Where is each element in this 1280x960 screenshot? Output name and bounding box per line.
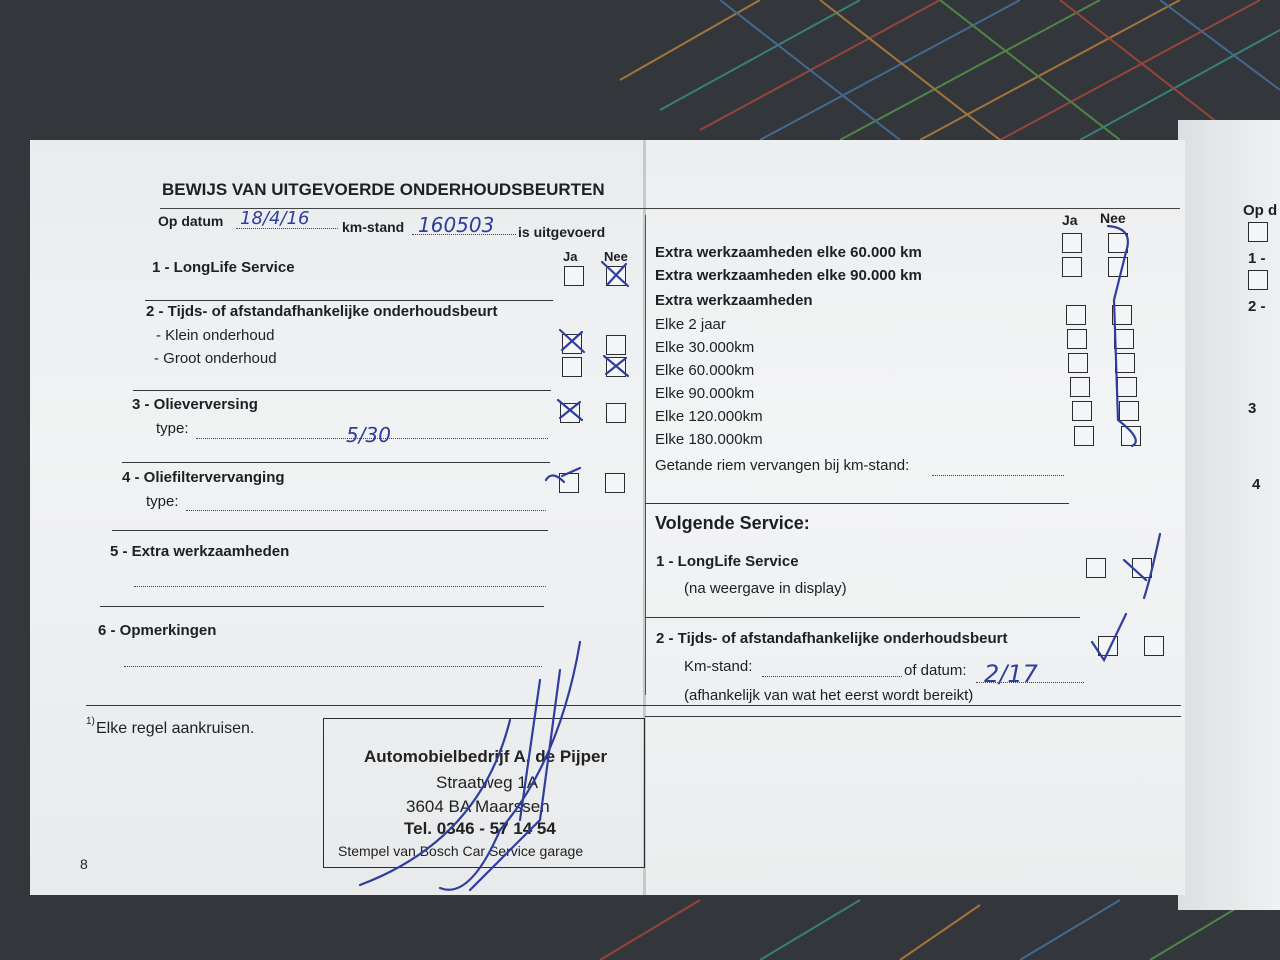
volgende-service-heading: Volgende Service: xyxy=(655,513,810,533)
opmerkingen-line xyxy=(124,666,542,667)
nee-checkbox xyxy=(605,473,625,493)
ja-checkbox xyxy=(1070,377,1090,397)
nee-checkbox xyxy=(1115,353,1135,373)
interval-label: Elke 60.000km xyxy=(655,362,755,379)
next-km-line xyxy=(762,676,902,677)
interval-label: Elke 90.000km xyxy=(655,385,755,402)
nee-checkbox xyxy=(1112,305,1132,325)
nee-checkbox xyxy=(1117,377,1137,397)
nee-checkbox xyxy=(606,266,626,286)
footnote-text: Elke regel aankruisen. xyxy=(96,720,255,737)
nee-checkbox xyxy=(606,335,626,355)
ja-checkbox xyxy=(564,266,584,286)
divider xyxy=(122,462,550,463)
page-number: 8 xyxy=(80,856,88,872)
next-date-line xyxy=(976,682,1084,683)
ja-checkbox xyxy=(1098,636,1118,656)
garage-stamp-box xyxy=(323,718,645,868)
stamp-line: Tel. 0346 - 57 14 54 xyxy=(404,819,556,838)
nee-checkbox xyxy=(1121,426,1141,446)
nee-checkbox xyxy=(1108,257,1128,277)
footnote-mark: 1) xyxy=(86,716,95,727)
tijds-label: 2 - Tijds- of afstandafhankelijke onderhoudsbeurt xyxy=(146,303,498,320)
nee-checkbox xyxy=(1108,233,1128,253)
riem-line xyxy=(932,475,1064,476)
next-page-text: 1 - xyxy=(1248,250,1266,267)
nee-checkbox xyxy=(1119,401,1139,421)
divider xyxy=(112,530,548,531)
next-page-text: Op d xyxy=(1243,202,1278,219)
title-underline xyxy=(160,208,1180,209)
ja-checkbox xyxy=(1062,257,1082,277)
divider xyxy=(100,606,544,607)
nee-checkbox xyxy=(1144,636,1164,656)
km-stand-label: km-stand xyxy=(342,219,405,235)
ja-checkbox xyxy=(1066,305,1086,325)
groot-onderhoud-label: - Groot onderhoud xyxy=(154,350,277,367)
ja-checkbox xyxy=(1074,426,1094,446)
next-tijds-sub: (afhankelijk van wat het eerst wordt bereikt) xyxy=(684,687,974,704)
interval-label: Elke 30.000km xyxy=(655,339,755,356)
ja-checkbox xyxy=(560,403,580,423)
next-page-text: 2 - xyxy=(1248,298,1266,315)
divider xyxy=(133,390,551,391)
ja-checkbox xyxy=(559,473,579,493)
olieverversing-label: 3 - Olieverversing xyxy=(132,396,258,413)
ja-header: Ja xyxy=(1062,212,1078,228)
ja-checkbox xyxy=(1072,401,1092,421)
divider xyxy=(86,705,1181,706)
next-page-text: 3 xyxy=(1248,400,1257,417)
checkbox xyxy=(1248,270,1268,290)
opmerkingen-label: 6 - Opmerkingen xyxy=(98,622,217,639)
ja-checkbox xyxy=(1068,353,1088,373)
nee-checkbox xyxy=(606,357,626,377)
stamp-caption: Stempel van Bosch Car Service garage xyxy=(338,843,584,859)
handwritten-oil-type: 5/30 xyxy=(346,423,391,447)
next-page-text: 4 xyxy=(1252,476,1261,493)
oliefilter-label: 4 - Oliefiltervervanging xyxy=(122,469,285,486)
extra-line xyxy=(134,586,546,587)
extra-werkzaamheden-label: 5 - Extra werkzaamheden xyxy=(110,543,290,560)
ja-checkbox xyxy=(1067,329,1087,349)
next-longlife-label: 1 - LongLife Service xyxy=(656,553,799,570)
oil-type-label: type: xyxy=(156,420,189,437)
interval-label: Elke 180.000km xyxy=(655,431,763,448)
ja-checkbox xyxy=(1062,233,1082,253)
next-page xyxy=(1178,120,1280,910)
form-title: BEWIJS VAN UITGEVOERDE ONDERHOUDSBEURTEN xyxy=(162,180,605,199)
next-longlife-sub: (na weergave in display) xyxy=(684,580,847,597)
nee-header: Nee xyxy=(1100,210,1126,226)
extra-label: Extra werkzaamheden xyxy=(655,292,813,309)
extra-60000-label: Extra werkzaamheden elke 60.000 km xyxy=(655,244,922,261)
ja-checkbox xyxy=(1086,558,1106,578)
handwritten-next-date: 2/17 xyxy=(984,660,1038,688)
ja-header: Ja xyxy=(563,249,578,264)
nee-header: Nee xyxy=(604,249,628,264)
next-datum-label: of datum: xyxy=(904,662,967,679)
op-datum-label: Op datum xyxy=(158,213,224,229)
riem-label: Getande riem vervangen bij km-stand: xyxy=(655,457,910,474)
is-uitgevoerd-label: is uitgevoerd xyxy=(518,224,606,240)
klein-onderhoud-label: - Klein onderhoud xyxy=(156,327,275,344)
ja-checkbox xyxy=(562,334,582,354)
nee-checkbox xyxy=(1132,558,1152,578)
interval-label: Elke 120.000km xyxy=(655,408,763,425)
longlife-service-label: 1 - LongLife Service xyxy=(152,259,295,276)
divider xyxy=(645,503,1069,504)
filter-type-label: type: xyxy=(146,493,179,510)
oil-type-line xyxy=(196,438,548,439)
divider xyxy=(645,716,1181,717)
ja-checkbox xyxy=(562,357,582,377)
checkbox xyxy=(1248,222,1268,242)
divider xyxy=(145,300,553,301)
stamp-line: 3604 BA Maarssen xyxy=(406,797,550,816)
filter-type-line xyxy=(186,510,546,511)
interval-label: Elke 2 jaar xyxy=(655,316,726,333)
stamp-line: Automobielbedrijf A. de Pijper xyxy=(364,747,608,766)
next-tijds-label: 2 - Tijds- of afstandafhankelijke onderhoudsbeurt xyxy=(656,630,1008,647)
stamp-line: Straatweg 1A xyxy=(436,773,539,792)
nee-checkbox xyxy=(1114,329,1134,349)
handwritten-km: 160503 xyxy=(418,213,495,237)
date-line xyxy=(236,228,338,229)
divider xyxy=(645,617,1080,618)
column-divider xyxy=(645,215,646,695)
next-kmstand-label: Km-stand: xyxy=(684,658,753,675)
extra-90000-label: Extra werkzaamheden elke 90.000 km xyxy=(655,267,922,284)
handwritten-date: 18/4/16 xyxy=(240,208,310,229)
nee-checkbox xyxy=(606,403,626,423)
km-line xyxy=(412,234,516,235)
